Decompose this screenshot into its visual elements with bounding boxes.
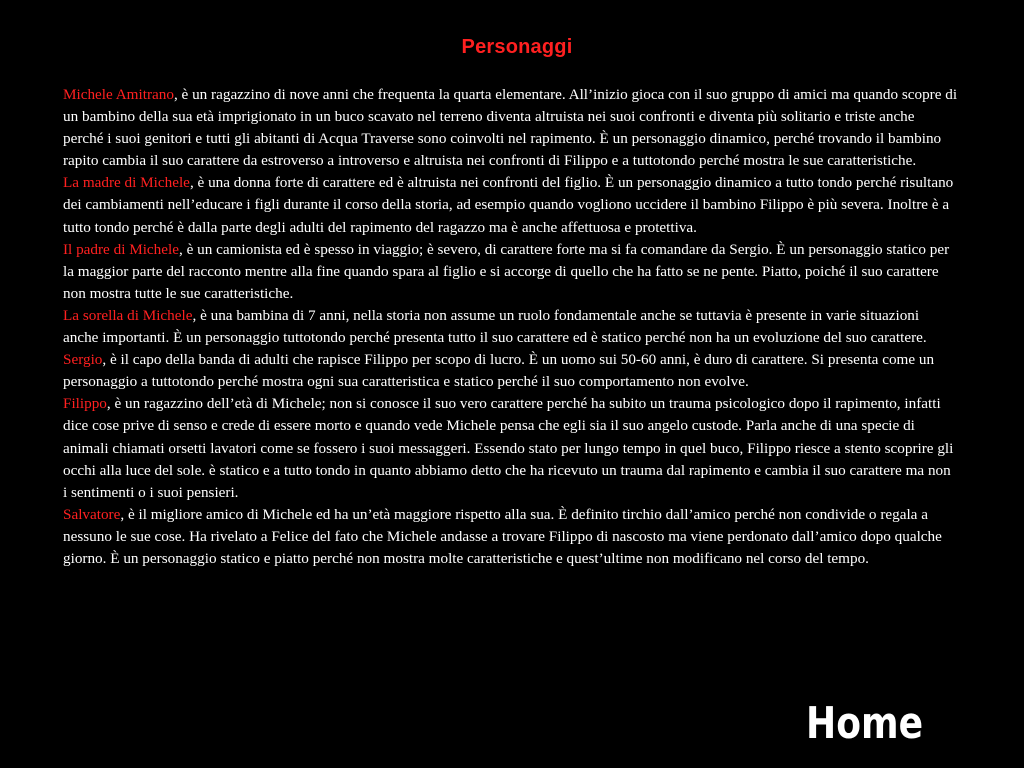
character-paragraph-filippo	[63, 393, 958, 503]
character-name: Sergio	[63, 351, 103, 369]
character-description: , è una donna forte di carattere ed è altruista nei confronti del figlio. È un personaggio dinamico a tutto tondo perché risultano dei cambiamenti nell’educare i figli durante il corso della storia, ad esempio quando vogliono uccidere il bambino Filippo è più severa. Inoltre è a tutto tondo perché è dalla parte degli adulti del rapimento del ragazzo ma è anche affettuosa e protettiva.	[63, 174, 954, 236]
character-name: Il padre di Michele	[63, 240, 179, 258]
characters-text-body	[63, 84, 958, 570]
character-paragraph-madre	[63, 172, 958, 238]
character-name: La sorella di Michele	[63, 306, 193, 324]
character-paragraph-sergio	[63, 349, 958, 393]
character-name: Michele Amitrano	[63, 86, 174, 103]
character-paragraph-michele	[63, 84, 958, 172]
character-paragraph-sorella	[63, 305, 958, 349]
character-description: , è una bambina di 7 anni, nella storia non assume un ruolo fondamentale anche se tuttavia è presente in varie situazioni anche importanti. È un personaggio tuttotondo perché presenta tutto il suo carattere ed è statico perché non ha un evoluzione del suo carattere.	[63, 306, 927, 347]
character-name: Salvatore	[63, 505, 121, 523]
character-description: , è un ragazzino di nove anni che frequenta la quarta elementare. All’inizio gioca con il suo gruppo di amici ma quando scopre di un bambino della sua età imprigionato in un buco scavato nel terreno diventa altruista nei suoi confronti e diventa più solitario e triste anche perché i suoi genitori e tutti gli abitanti di Acqua Traverse sono coinvolti nel rapimento. È un personaggio dinamico, perché trovando il bambino rapito cambia il suo carattere da estroverso a introverso e altruista nei confronti di Filippo e a tuttotondo perché mostra le sue caratteristiche.	[63, 86, 958, 170]
character-description: , è il migliore amico di Michele ed ha un’età maggiore rispetto alla sua. È definito tirchio dall’amico perché non condivide o regala a nessuno le sue cose. Ha rivelato a Felice del fato che Michele andasse a trovare Filippo di nascosto ma viene perdonato dall’amico dopo qualche giorno. È un personaggio statico e piatto perché non mostra molte caratteristiche e quest’ultime non modificano nel corso del tempo.	[63, 505, 942, 567]
page-title: Personaggi	[461, 36, 573, 58]
character-name: La madre di Michele	[63, 174, 190, 192]
character-description: , è un camionista ed è spesso in viaggio; è severo, di carattere forte ma si fa comandare da Sergio. È un personaggio statico per la maggior parte del racconto mentre alla fine quando spara al figlio e si accorge di quello che ha fatto se ne pente. Piatto, poiché il suo carattere non mostra tutte le sue caratteristiche.	[63, 240, 950, 302]
home-button[interactable]: Home	[806, 698, 924, 749]
character-description: , è il capo della banda di adulti che rapisce Filippo per scopo di lucro. È un uomo sui 50-60 anni, è duro di carattere. Si presenta come un personaggio a tuttotondo perché mostra ogni sua caratteristica e statico perché il suo comportamento non evolve.	[63, 351, 935, 391]
character-description: , è un ragazzino dell’età di Michele; non si conosce il suo vero carattere perché ha subito un trauma psicologico dopo il rapimento, infatti dice cose prive di senso e crede di essere morto e quando vede Michele pensa che egli sia il suo angelo custode. Parla anche di una specie di animali chiamati orsetti lavatori come se fossero i suoi messaggeri. Essendo stato per lungo tempo in quel buco, Filippo riesce a stento scoprire gli occhi alla luce del sole. è statico e a tutto tondo in quanto abbiamo detto che ha ricevuto un trauma dal rapimento e cambia il suo carattere ma non i sentimenti o i suoi pensieri.	[63, 395, 954, 501]
character-name: Filippo	[63, 395, 107, 413]
character-paragraph-salvatore	[63, 504, 958, 570]
character-paragraph-padre	[63, 239, 958, 305]
